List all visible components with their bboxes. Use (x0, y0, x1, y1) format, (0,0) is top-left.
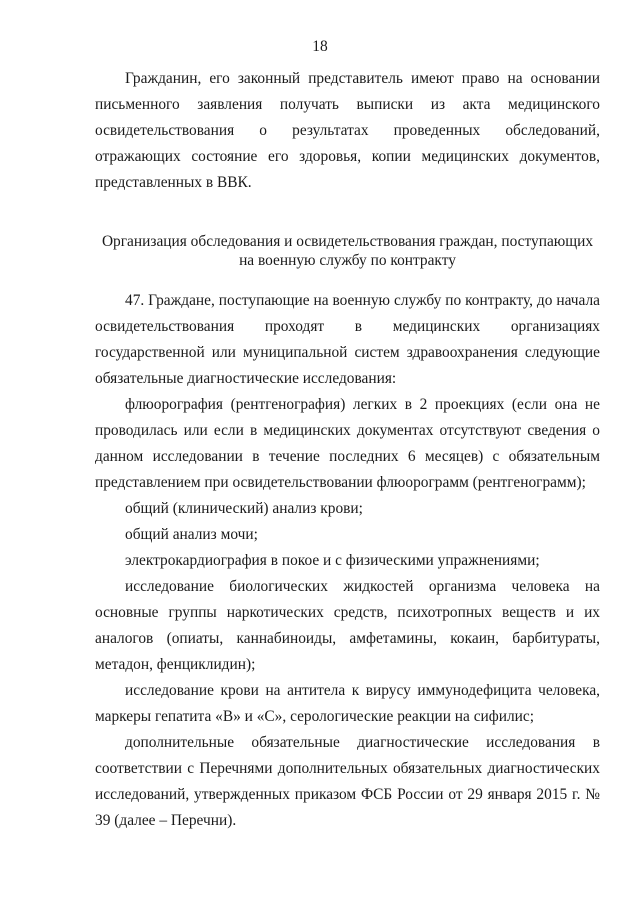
page-number: 18 (312, 38, 328, 55)
study-additional: дополнительные обязательные диагностические исследования в соответствии с Перечнями дополнительных обязательных диагностических исследований, утвержденных приказом ФСБ России от 29 января 2015 г. № 39 (далее – Перечни). (95, 734, 600, 829)
study-hiv-hepatitis-syphilis: исследование крови на антитела к вирусу иммунодефицита человека, маркеры гепатита «В» и «С», серологические реакции на сифилис; (95, 682, 600, 725)
study-ecg: электрокардиография в покое и с физическими упражнениями; (125, 552, 540, 569)
study-blood-analysis: общий (клинический) анализ крови; (125, 500, 363, 517)
section-heading (95, 232, 600, 270)
paragraph-item-47: 47. Граждане, поступающие на военную службу по контракту, до начала освидетельствования проходят в медицинских организациях государственной или муниципальной систем здравоохранения следующие обязательные диагностические исследования: (95, 292, 600, 387)
section-heading-line2: на военную службу по контракту (239, 252, 456, 269)
study-drug-screening: исследование биологических жидкостей организма человека на основные группы наркотических средств, психотропных веществ и их аналогов (опиаты, каннабиноиды, амфетамины, кокаин, барбитураты, метадон, фенциклидин); (95, 578, 600, 673)
study-urine-analysis: общий анализ мочи; (125, 526, 258, 543)
section-heading-line1: Организация обследования и освидетельствования граждан, поступающих (101, 233, 594, 250)
study-fluorography: флюорография (рентгенография) легких в 2 проекциях (если она не проводилась или если в медицинских документах отсутствуют сведения о данном исследовании в течение последних 6 месяцев) с обязательным представлением при освидетельствовании флюорограмм (рентгенограмм); (95, 396, 600, 491)
paragraph-rights: Гражданин, его законный представитель имеют право на основании письменного заявления получать выписки из акта медицинского освидетельствования о результатах проведенных обследований, отражающих состояние его здоровья, копии медицинских документов, представленных в ВВК. (95, 70, 600, 191)
